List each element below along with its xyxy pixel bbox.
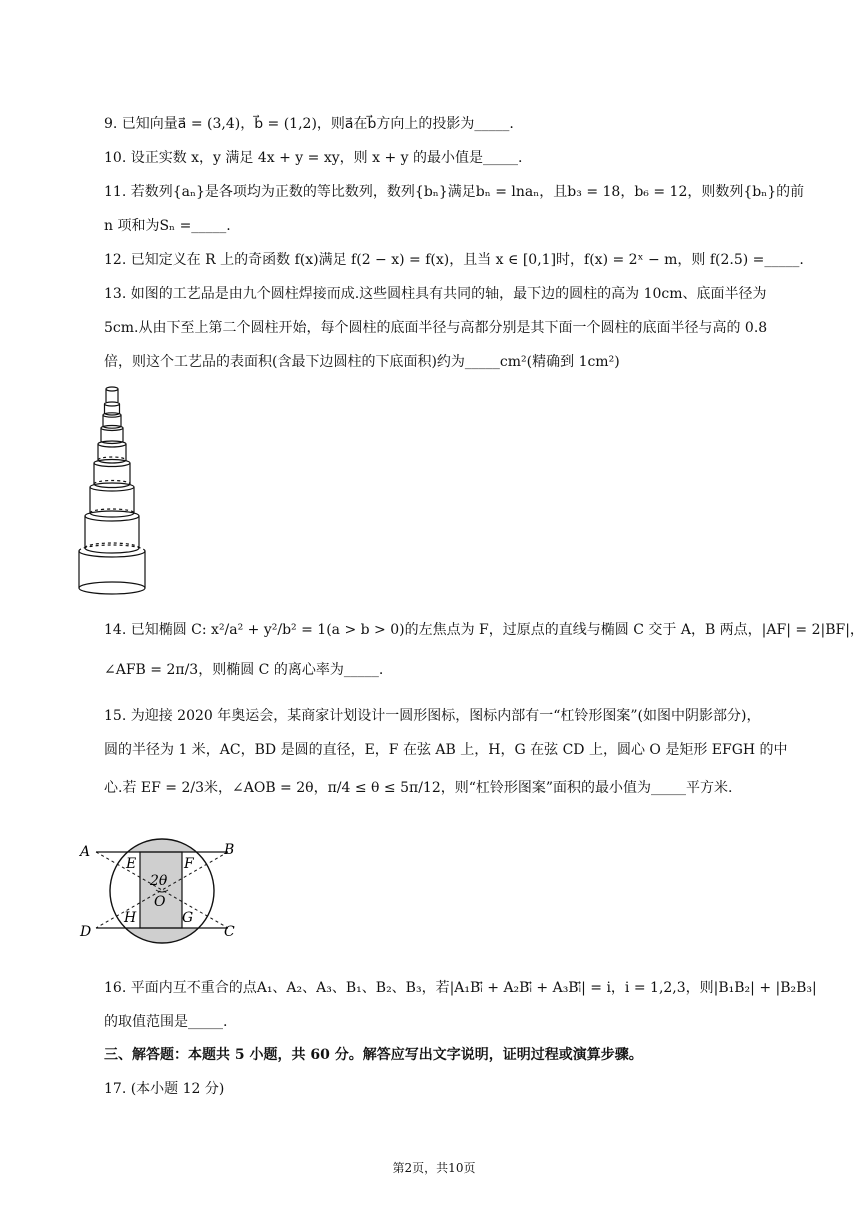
barbell-circle-figure (78, 836, 248, 946)
label-G: G (182, 910, 194, 926)
q15-line1: 15. 为迎接 2020 年奥运会，某商家计划设计一圆形图标，图标内部有一“杠铃形图案”(如图中阴影部分)， (104, 708, 761, 724)
q12: 12. 已知定义在 R 上的奇函数 f(x)满足 f(2 − x) = f(x)，且当 x ∈ [0,1]时，f(x) = 2ˣ − m，则 f(2.5) =_____. (104, 252, 804, 268)
q13-line3: 倍，则这个工艺品的表面积(含最下边圆柱的下底面积)约为_____cm²(精确到 1cm²) (104, 354, 620, 370)
section-3-heading: 三、解答题：本题共 5 小题，共 60 分。解答应写出文字说明，证明过程或演算步骤。 (104, 1047, 643, 1063)
q15-line2: 圆的半径为 1 米，AC，BD 是圆的直径，E，F 在弦 AB 上，H，G 在弦 CD 上，圆心 O 是矩形 EFGH 的中 (104, 742, 788, 758)
q11-line1: 11. 若数列{aₙ}是各项均为正数的等比数列，数列{bₙ}满足bₙ = lnaₙ，且b₃ = 18，b₆ = 12，则数列{bₙ}的前 (104, 184, 805, 200)
q17: 17. (本小题 12 分) (104, 1081, 225, 1097)
q13-line2: 5cm.从由下至上第二个圆柱开始，每个圆柱的底面半径与高都分别是其下面一个圆柱的底面半径与高的 0.8 (104, 320, 768, 336)
label-O: O (154, 894, 166, 910)
q16-line2: 的取值范围是_____. (104, 1014, 228, 1030)
q9: 9. 已知向量a⃗ = (3,4)，b⃗ = (1,2)，则a⃗在b⃗方向上的投影为_____. (104, 116, 514, 132)
label-E: E (126, 856, 137, 872)
cylinder-stack-figure (72, 383, 152, 598)
q14-line1: 14. 已知椭圆 C: x²/a² + y²/b² = 1(a > b > 0)的左焦点为 F，过原点的直线与椭圆 C 交于 A，B 两点，|AF| = 2|BF|， (104, 622, 864, 638)
q15-line3: 心.若 EF = 2/3米，∠AOB = 2θ，π/4 ≤ θ ≤ 5π/12，则“杠铃形图案”面积的最小值为_____平方米. (104, 780, 733, 796)
label-C: C (224, 924, 235, 940)
label-F: F (184, 856, 194, 872)
q11-line2: n 项和为Sₙ =_____. (104, 218, 231, 234)
label-D: D (80, 924, 92, 940)
page-footer: 第2页，共10页 (392, 1161, 476, 1175)
label-A: A (80, 844, 91, 860)
q10: 10. 设正实数 x，y 满足 4x + y = xy，则 x + y 的最小值是_____. (104, 150, 523, 166)
label-B: B (224, 842, 235, 858)
q13-line1: 13. 如图的工艺品是由九个圆柱焊接而成.这些圆柱具有共同的轴，最下边的圆柱的高为 10cm、底面半径为 (104, 286, 767, 302)
q14-line2: ∠AFB = 2π/3，则椭圆 C 的离心率为_____. (104, 662, 384, 678)
q16-line1: 16. 平面内互不重合的点A₁、A₂、A₃、B₁、B₂、B₃，若|A₁Bᵢ⃗ + A₂Bᵢ⃗ + A₃Bᵢ⃗| = i，i = 1,2,3，则|B₁B₂| + |B₂B₃| (104, 980, 817, 996)
label-angle: 2θ (150, 873, 168, 889)
label-H: H (124, 910, 137, 926)
